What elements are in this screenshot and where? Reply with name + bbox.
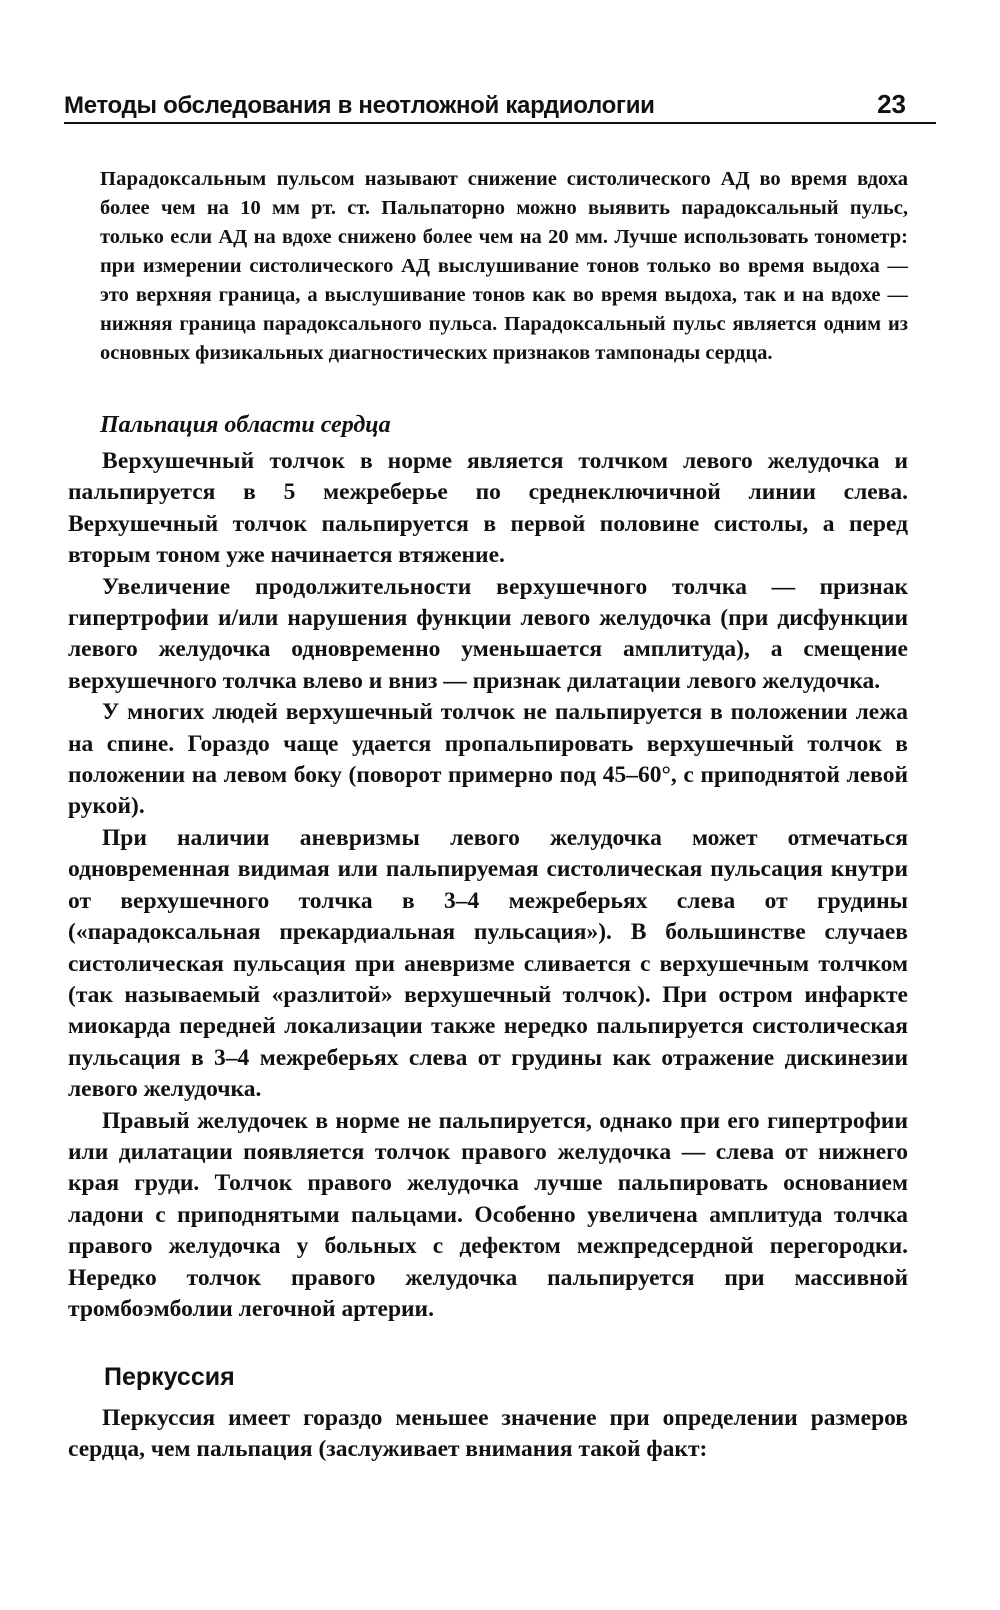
running-header <box>64 88 936 124</box>
term-paradoxical-pulse: Парадоксальным пульсом <box>100 168 355 190</box>
page-number: 23 <box>877 89 906 119</box>
term-right-ventricle-beat: толчок правого желудочка <box>374 1138 672 1165</box>
section-title-palpation: Пальпация области сердца <box>100 412 391 438</box>
paragraph-text: в норме является толчком левого желудочка и пальпируется в 5 межреберье по среднеключичной линии слева. Верхушечный толчок пальпируется в первой половине систолы, а перед вторым тоном уже начинается втяжение. <box>68 448 908 569</box>
paragraph-apex-duration <box>68 572 908 698</box>
running-title: Методы обследования в неотложной кардиологии <box>64 92 655 119</box>
percussion-body <box>68 1403 908 1466</box>
paragraph-percussion: Перкуссия имеет гораздо меньшее значение при определении размеров сердца, чем пальпация (заслуживает внимания такой факт: <box>68 1405 908 1463</box>
term-apex-duration: Увеличение продолжительности верхушечного толчка <box>102 573 748 600</box>
term-aneurysm: аневризмы <box>299 824 420 851</box>
paragraph-right-ventricle <box>68 1106 908 1326</box>
paragraph-text: левого желудочка может отмечаться одновременная видимая или пальпируемая систолическая пульсация кнутри от верхушечного толчка в 3–4 межреберьях слева от грудины («парадоксальная прекардиальная пульсация»). В большинстве случаев систолическая пульсация при аневризме сливается с верхушечным толчком (так называемый «разлитой» верхушечный толчок). При остром инфаркте миокарда передней локализации также нередко пальпируется систолическая пульсация в 3–4 межреберьях слева от грудины как отражение дискинезии левого желудочка. <box>68 824 908 1103</box>
paragraph-apex-position: У многих людей верхушечный толчок не пальпируется в положении лежа на спине. Гораздо чаще удается пропальпировать верхушечный толчок в положении на левом боку (поворот примерно под 45–60°, с приподнятой левой рукой). <box>68 699 908 820</box>
paragraph-apex-beat <box>68 446 908 572</box>
palpation-body <box>68 446 908 1325</box>
intro-text: называют снижение систолического АД во время вдоха более чем на 10 мм рт. ст. Пальпаторно можно выявить парадоксальный пульс, только если АД на вдохе снижено более чем на 20 мм. Лучше использовать тонометр: при измерении систолического АД выслушивание тонов только во время выдоха — это верхняя граница, а выслушивание тонов как во время выдоха, так и на вдохе — нижняя граница парадоксального пульса. Парадоксальный пульс является одним из основных физикальных диагностических признаков тампонады сердца. <box>100 168 909 364</box>
paragraph-aneurysm <box>68 823 908 1106</box>
intro-paragraph <box>100 165 908 368</box>
section-title-percussion: Перкуссия <box>104 1363 235 1391</box>
paragraph-text: — слева от нижнего края груди. Толчок правого желудочка лучше пальпировать основанием ладони с приподнятыми пальцами. Особенно увеличена амплитуда толчка правого желудочка у больных с дефектом межпредсердной перегородки. Нередко толчок правого желудочка пальпируется при массивной тромбоэмболии легочной артерии. <box>68 1138 909 1322</box>
term-apex-beat: Верхушечный толчок <box>102 448 346 474</box>
paragraph-text: При наличии <box>102 824 300 851</box>
paragraph-text: Правый желудочек в норме не пальпируется, однако при его гипертрофии или дилатации появляется <box>68 1107 908 1165</box>
paragraph-text: — признак гипертрофии и/или нарушения функции левого желудочка (при дисфункции левого желудочка одновременно уменьшается амплитуда), а смещение верхушечного толчка влево и вниз — признак дилатации левого желудочка. <box>68 573 908 694</box>
